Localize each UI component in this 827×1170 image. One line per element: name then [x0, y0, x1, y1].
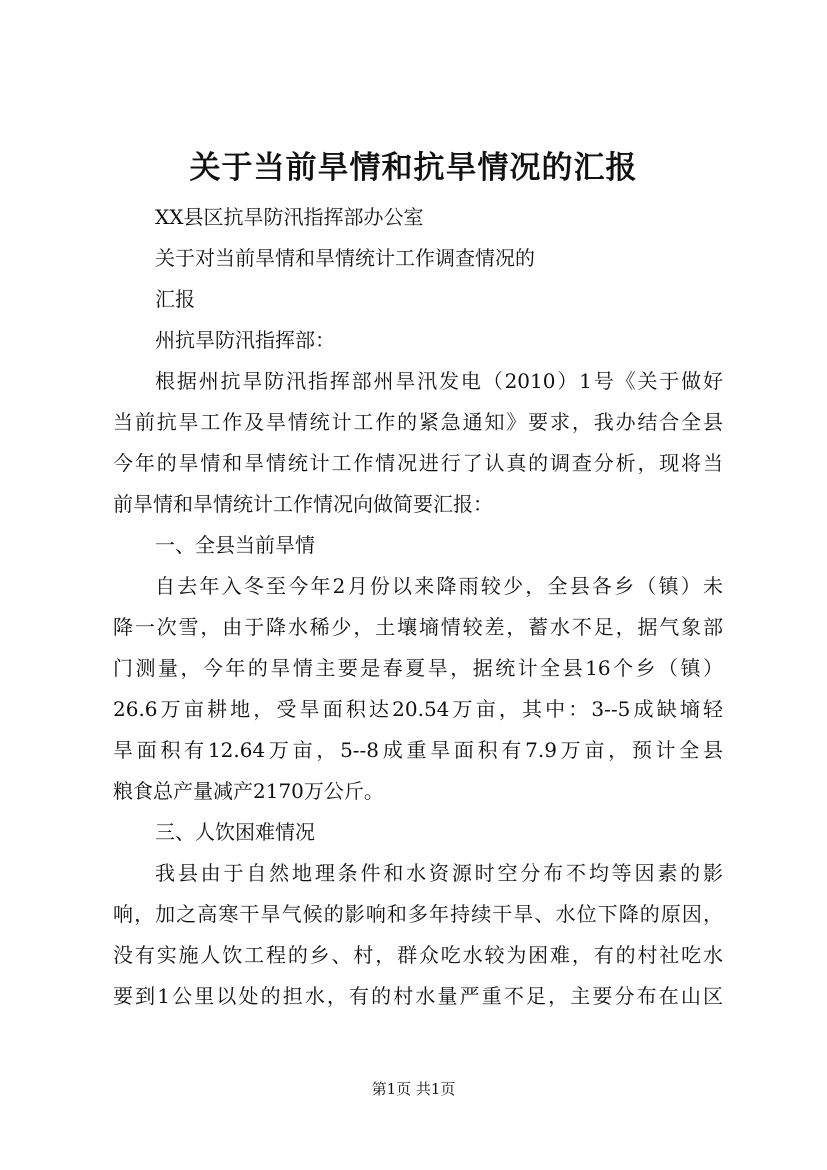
subject-line-end: 汇报	[155, 287, 195, 311]
page-footer: 第1页 共1页	[371, 1080, 456, 1098]
paragraph-line: 26.6万亩耕地，受旱面积达20.54万亩，其中：3--5成缺墒轻	[113, 697, 723, 721]
salutation: 州抗旱防汛指挥部：	[155, 328, 335, 352]
paragraph-line: 响，加之高寒干旱气候的影响和多年持续干旱、水位下降的原因，	[113, 902, 723, 926]
document-title: 关于当前旱情和抗旱情况的汇报	[189, 150, 638, 186]
paragraph-line: 根据州抗旱防汛指挥部州旱汛发电（2010）1号《关于做好	[155, 369, 723, 393]
paragraph-line: 没有实施人饮工程的乡、村，群众吃水较为困难，有的村社吃水	[113, 943, 723, 967]
paragraph-line: 旱面积有12.64万亩，5--8成重旱面积有7.9万亩，预计全县	[113, 738, 723, 762]
paragraph-line: 要到1公里以处的担水，有的村水量严重不足，主要分布在山区	[113, 984, 723, 1008]
paragraph-line: 当前抗旱工作及旱情统计工作的紧急通知》要求，我办结合全县	[113, 410, 723, 434]
paragraph-line: 门测量，今年的旱情主要是春夏旱，据统计全县16个乡（镇）	[113, 656, 723, 680]
paragraph-line: 我县由于自然地理条件和水资源时空分布不均等因素的影	[155, 861, 723, 885]
org-line: XX县区抗旱防汛指挥部办公室	[155, 205, 424, 229]
paragraph-line: 今年的旱情和旱情统计工作情况进行了认真的调查分析，现将当	[113, 451, 723, 475]
paragraph-line: 降一次雪，由于降水稀少，土壤墒情较差，蓄水不足，据气象部	[113, 615, 723, 639]
section-heading-3: 三、人饮困难情况	[155, 820, 315, 844]
paragraph-line-end: 前旱情和旱情统计工作情况向做简要汇报：	[113, 492, 493, 516]
paragraph-line-end: 粮食总产量减产2170万公斤。	[113, 779, 384, 803]
paragraph-line: 自去年入冬至今年2月份以来降雨较少，全县各乡（镇）未	[155, 574, 723, 598]
subject-line: 关于对当前旱情和旱情统计工作调查情况的	[155, 246, 535, 270]
document-body	[113, 197, 723, 1017]
section-heading-1: 一、全县当前旱情	[155, 533, 315, 557]
